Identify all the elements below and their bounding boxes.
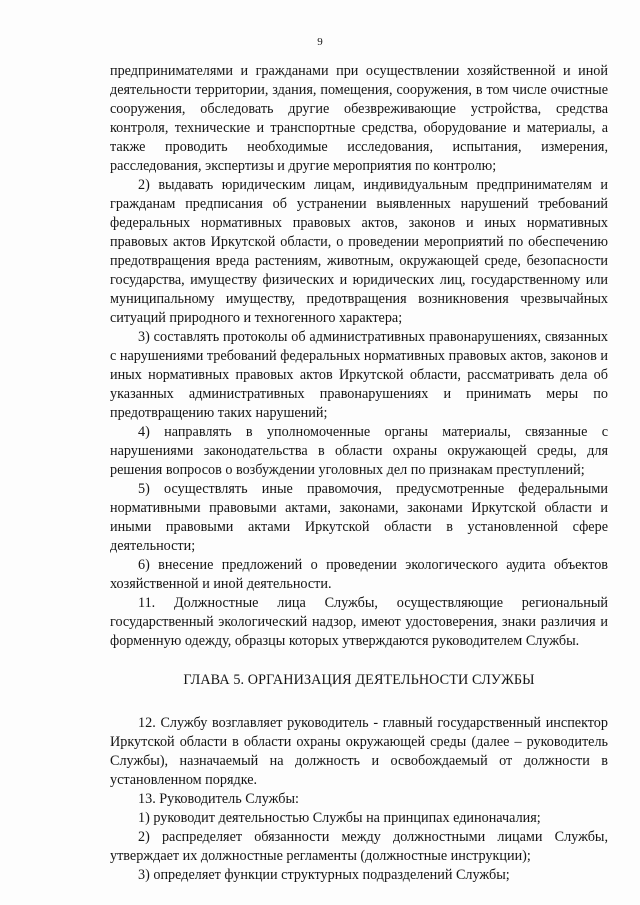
paragraph: 1) руководит деятельностью Службы на принципах единоначалия; [138,810,541,826]
document-body [110,62,608,885]
paragraph: 5) осуществлять иные правомочия, предусмотренные федеральными нормативными правовыми актами, законами, законами Иркутской области и иными правовыми актами Иркутской области в установленной сфере деятельности; [110,481,608,554]
paragraph: 12. Службу возглавляет руководитель - главный государственный инспектор Иркутской области в области охраны окружающей среды (далее – руководитель Службы), назначаемый на должность и освобождаемый от должности в установленном порядке. [110,715,608,788]
paragraph: 13. Руководитель Службы: [138,791,299,807]
paragraph: 2) распределяет обязанности между должностными лицами Службы, утверждает их должностные регламенты (должностные инструкции); [110,829,608,864]
paragraph: 2) выдавать юридическим лицам, индивидуальным предпринимателям и гражданам предписания об устранении выявленных нарушений требований федеральных нормативных правовых актов, законов и иных нормативных правовых актов Иркутской области, о проведении мероприятий по обеспечению предотвращения вреда растениям, животным, окружающей среде, безопасности государства, имуществу физических и юридических лиц, государственному или муниципальному имуществу, предотвращения возникновения чрезвычайных ситуаций природного и техногенного характера; [110,177,608,326]
paragraph: 3) составлять протоколы об административных правонарушениях, связанных с нарушениями требований федеральных нормативных правовых актов, законов и иных нормативных правовых актов Иркутской области, рассматривать дела об указанных административных правонарушениях и принимать меры по предотвращению таких нарушений; [110,329,608,421]
paragraph: 11. Должностные лица Службы, осуществляющие региональный государственный экологический надзор, имеют удостоверения, знаки различия и форменную одежду, образцы которых утверждаются руководителем Службы. [110,595,608,649]
chapter-heading: ГЛАВА 5. ОРГАНИЗАЦИЯ ДЕЯТЕЛЬНОСТИ СЛУЖБЫ [183,672,535,688]
paragraph: предпринимателями и гражданами при осуществлении хозяйственной и иной деятельности территории, здания, помещения, сооружения, в том числе очистные сооружения, обследовать другие обезвреживающие устройства, средства контроля, технические и транспортные средства, оборудование и материалы, а также проводить необходимые исследования, испытания, измерения, расследования, экспертизы и другие мероприятия по контролю; [110,63,608,174]
paragraph: 6) внесение предложений о проведении экологического аудита объектов хозяйственной и иной деятельности. [110,557,608,592]
paragraph: 4) направлять в уполномоченные органы материалы, связанные с нарушениями законодательства в области охраны окружающей среды, для решения вопросов о возбуждении уголовных дел по признакам преступлений; [110,424,608,478]
page-number: 9 [317,36,323,48]
paragraph: 3) определяет функции структурных подразделений Службы; [138,867,510,883]
